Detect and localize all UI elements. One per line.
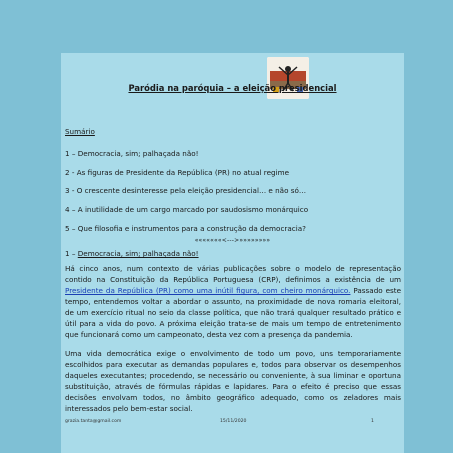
paragraph: Uma vida democrática exige o envolvimento de todo um povo, uns temporariamente escolhidos para executar as demandas populares e, todos para observar os desempenhos daqueles executantes; procedendo, se necessário ou conveniente, à sua liminar e oportuna substituição, através de fórmulas rápidas e lapidares. Para o efeito é preciso que essas decisões envolvam todos, no âmbito geográfico adequado, como os zeladores mais interessados pelo bem-estar social.	[65, 349, 401, 413]
table-of-contents	[65, 145, 400, 239]
section-heading	[65, 249, 199, 258]
section-title: Democracia, sim; palhaçada não!	[77, 249, 199, 258]
toc-item: 5 – Que filosofia e instrumentos para a construção da democracia?	[65, 223, 306, 233]
section-separator: «««««««<--->»»»»»»»»	[194, 237, 271, 244]
summary-heading: Sumário	[65, 127, 95, 136]
section-number: 1 –	[65, 249, 78, 258]
paragraph-text: Passado este tempo, entendemos voltar a abordar o assunto, na proximidade de nova romaria eleitoral, de um exercício ritual no seio da classe política, que não trará qualquer resultado prático e útil para a vida do povo. A próxima eleição trata-se de mais um tempo de entretenimento que funcionará como um campeonato, desta vez com a presença da pandemia.	[65, 286, 401, 339]
toc-item: 3 - O crescente desinteresse pela eleição presidencial… e não só…	[65, 186, 307, 196]
document-title: Paródia na paróquia – a eleição presidencial	[128, 83, 337, 93]
paragraph	[65, 263, 401, 340]
footer-date: 15/11/2020	[220, 419, 247, 424]
footer-email: grazia.tanta@gmail.com	[65, 419, 122, 424]
toc-item: 2 - As figuras de Presidente da República (PR) no atual regime	[65, 167, 290, 177]
document-page	[61, 53, 404, 453]
toc-item: 4 – A inutilidade de um cargo marcado por saudosismo monárquico	[65, 205, 309, 215]
page-number: 1	[371, 419, 374, 424]
paragraph-text: Há cinco anos, num contexto de várias publicações sobre o modelo de representação contido na Constituição da República Portuguesa (CRP), definimos a existência de um	[65, 264, 401, 284]
toc-item: 1 – Democracia, sim; palhaçada não!	[65, 149, 199, 158]
article-link[interactable]: Presidente da República (PR) como uma inútil figura, com cheiro monárquico.	[65, 286, 351, 295]
